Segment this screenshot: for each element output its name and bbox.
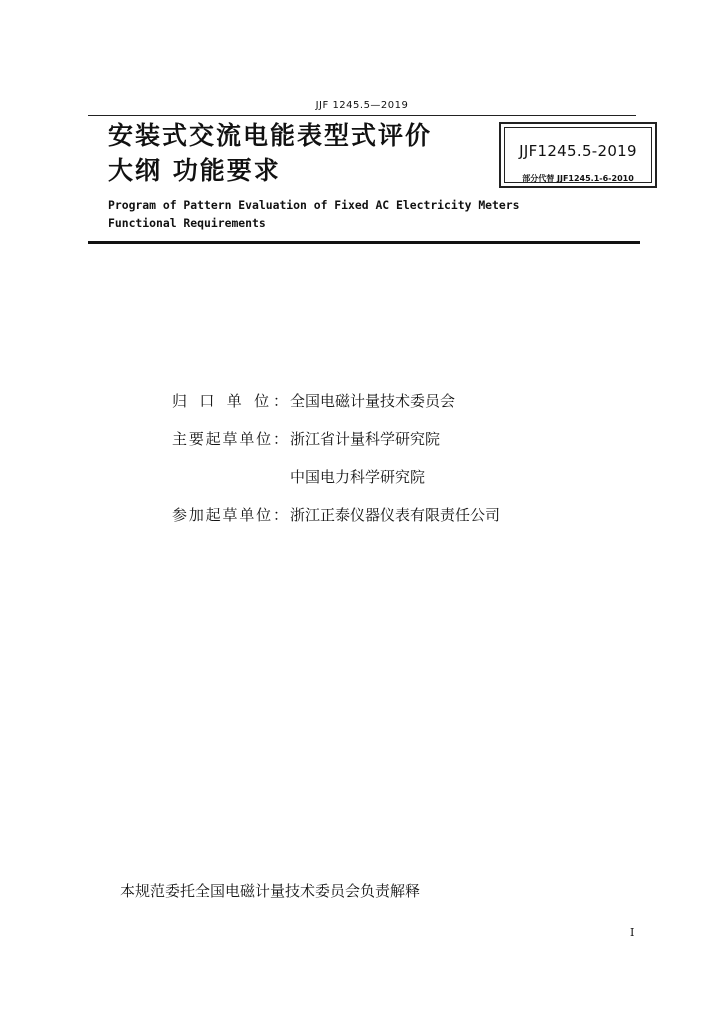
english-title (108, 196, 628, 232)
drafter-value: 浙江正泰仪器仪表有限责任公司 (290, 506, 501, 524)
drafter-label: 参加起草单位： (172, 506, 288, 524)
running-head: JJF 1245.5—2019 (315, 100, 409, 111)
interpretation-note: 本规范委托全国电磁计量技术委员会负责解释 (120, 882, 421, 900)
title-bottom-rule (88, 241, 640, 244)
replaces-note: 部分代替 JJF1245.1-6-2010 (522, 174, 634, 183)
title-line-1: 安装式交流电能表型式评价 (108, 121, 433, 150)
title-line-2: 大纲 功能要求 (108, 156, 281, 185)
header-rule (88, 115, 636, 116)
drafter-value: 浙江省计量科学研究院 (290, 430, 441, 448)
english-title-line-2: Functional Requirements (108, 216, 266, 230)
english-title-line-1: Program of Pattern Evaluation of Fixed AC Electricity Meters (108, 198, 520, 212)
code-box-inner-border (504, 127, 652, 183)
standard-code: JJF1245.5-2019 (519, 142, 637, 160)
drafter-value: 全国电磁计量技术委员会 (290, 392, 456, 410)
drafter-label: 归 口 单 位： (172, 392, 288, 410)
title-block (108, 118, 488, 188)
standard-code-box (499, 122, 657, 188)
drafter-label: 主要起草单位： (172, 430, 288, 448)
drafter-value: 中国电力科学研究院 (290, 468, 426, 486)
page-number: I (630, 926, 635, 939)
